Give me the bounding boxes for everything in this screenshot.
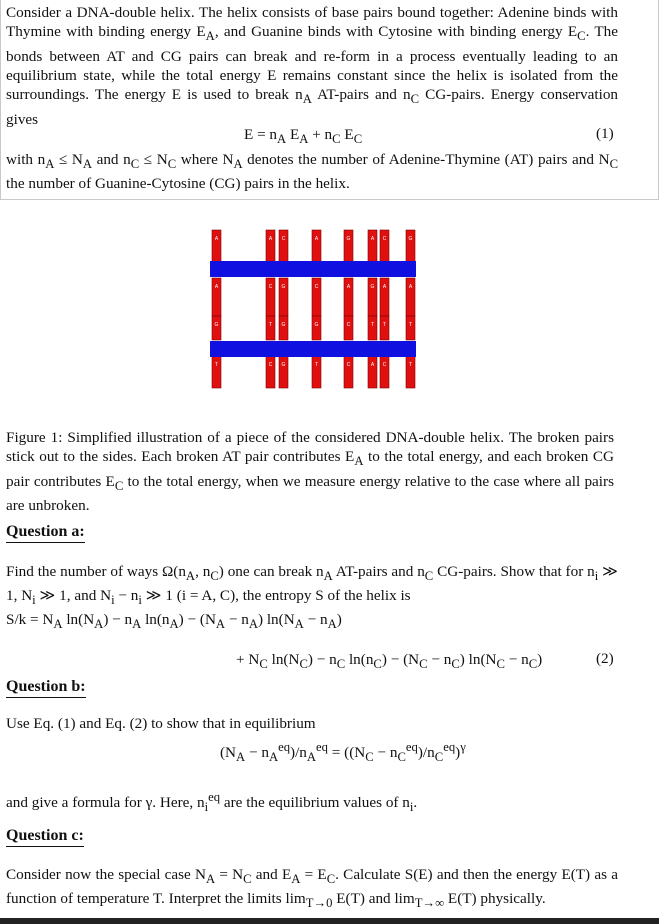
base-mid-lower-5 — [368, 316, 377, 340]
backbone-bottom — [210, 341, 416, 357]
base-label-bottom-6: C — [382, 362, 387, 368]
base-label-mid-upper-1: C — [268, 284, 273, 290]
base-bottom-3 — [312, 356, 321, 388]
base-label-mid-lower-7: T — [408, 322, 413, 328]
base-top-0 — [212, 230, 221, 262]
base-label-top-5: A — [370, 236, 375, 242]
backbone-top — [210, 261, 416, 277]
question-c-text: Consider now the special case $N_A = N_C$ and $E_A = E_C$. Calculate S(E) and then the energy E(T) as a function of temperature T. Interpret the limits $\lim_{T\to 0} E(T)$ and $\lim_{T\to\infty} E(T)$ physically. — [6, 866, 618, 911]
base-bottom-5 — [368, 356, 377, 388]
base-label-bottom-4: C — [346, 362, 351, 368]
base-label-top-2: C — [281, 236, 286, 242]
base-label-mid-lower-1: T — [268, 322, 273, 328]
base-top-7 — [406, 230, 415, 262]
base-bottom-4 — [344, 356, 353, 388]
base-label-mid-upper-3: C — [314, 284, 319, 290]
page-bottom-bar — [0, 918, 659, 924]
question-a-text: Find the number of ways $\Omega(n_A$, $n_C$) one can break $n_A$ AT-pairs and $n_C$ CG-pairs. Show that for $n_i$ ≫ 1, $N_i$ ≫ 1, and $N_i - n_i$ ≫ 1 (i = A, C), the entropy S of the helix is — [6, 563, 619, 608]
base-label-top-1: A — [268, 236, 273, 242]
equation-1-number: (1) — [596, 125, 614, 142]
base-top-2 — [279, 230, 288, 262]
base-bottom-0 — [212, 356, 221, 388]
intro-continuation: with $n_A \le N_A$ and $n_C \le N_C$ where $N_A$ denotes the number of Adenine-Thymine (AT) pairs and $N_C$ the number of Guanine-Cytosine (CG) pairs in the helix. — [6, 151, 619, 193]
base-label-mid-upper-4: A — [346, 284, 351, 290]
base-bottom-2 — [279, 356, 288, 388]
base-label-top-0: A — [214, 236, 219, 242]
base-label-mid-upper-5: G — [370, 284, 375, 290]
base-label-mid-lower-5: T — [370, 322, 375, 328]
base-label-mid-upper-2: G — [281, 284, 286, 290]
question-b-heading: Question b: — [6, 677, 86, 698]
intro-paragraph: Consider a DNA-double helix. The helix consists of base pairs bound together: Adenine binds with Thymine with binding energy $E_A$, and Guanine binds with Cytosine with binding energy $E_C$. The bonds between AT and CG pairs can break and re-form in a process eventually leading to an equilibrium state, while the total energy E remains constant since the helix is isolated from the surroundings. The energy E is used to break $n_A$ AT-pairs and $n_C$ CG-pairs. Energy conservation gives — [6, 4, 619, 128]
base-top-5 — [368, 230, 377, 262]
equation-3: $(N_A - n_A^{eq})/n_A^{eq} = ((N_C - n_C^{eq})/n_C^{eq})^\gamma$ — [220, 740, 466, 765]
base-top-4 — [344, 230, 353, 262]
base-top-3 — [312, 230, 321, 262]
figure-caption: Figure 1: Simplified illustration of a piece of the considered DNA-double helix. The broken pairs stick out to the sides. Each broken AT pair contributes $E_A$ to the total energy, and each broken CG pair contributes $E_C$ to the total energy, when we measure energy relative to the case where all pairs are unbroken. — [6, 429, 615, 514]
question-c-heading: Question c: — [6, 826, 84, 847]
base-label-top-6: C — [382, 236, 387, 242]
question-b-after: and give a formula for γ. Here, $n_i^{eq}$ are the equilibrium values of $n_i$. — [6, 790, 418, 815]
base-mid-lower-7 — [406, 316, 415, 340]
base-mid-lower-1 — [266, 316, 275, 340]
equation-2-line-1: $S/k = N_A$ $\ln(N_A) - n_A$ $\ln(n_A) - (N_A - n_A) \ln(N_A - n_A)$ — [6, 611, 342, 632]
base-bottom-6 — [380, 356, 389, 388]
base-mid-lower-4 — [344, 316, 353, 340]
base-mid-lower-3 — [312, 316, 321, 340]
base-label-mid-lower-4: C — [346, 322, 351, 328]
equation-1: $E = n_A$ $E_A + n_C$ $E_C$ — [244, 126, 363, 147]
base-label-mid-lower-3: G — [314, 322, 319, 328]
base-mid-lower-2 — [279, 316, 288, 340]
base-mid-lower-6 — [380, 316, 389, 340]
base-label-mid-upper-0: A — [214, 284, 219, 290]
base-label-mid-upper-7: A — [408, 284, 413, 290]
base-label-mid-lower-2: G — [281, 322, 286, 328]
base-label-mid-lower-6: T — [382, 322, 387, 328]
base-label-mid-lower-0: G — [214, 322, 219, 328]
base-label-bottom-5: A — [370, 362, 375, 368]
base-top-1 — [266, 230, 275, 262]
dna-helix-figure — [208, 226, 420, 392]
base-label-top-4: G — [346, 236, 351, 242]
base-label-bottom-0: T — [214, 362, 219, 368]
base-bottom-7 — [406, 356, 415, 388]
base-label-mid-upper-6: A — [382, 284, 387, 290]
base-label-bottom-7: T — [408, 362, 413, 368]
equation-2-line-2: + $N_C$ $\ln(N_C) - n_C$ $\ln(n_C) - (N_C - n_C) \ln(N_C - n_C)$ — [236, 651, 543, 672]
equation-2-number: (2) — [596, 650, 614, 667]
base-label-bottom-3: T — [314, 362, 319, 368]
base-label-bottom-1: C — [268, 362, 273, 368]
base-mid-lower-0 — [212, 316, 221, 340]
base-top-6 — [380, 230, 389, 262]
base-label-top-7: G — [408, 236, 413, 242]
question-b-text: Use Eq. (1) and Eq. (2) to show that in equilibrium — [6, 715, 316, 732]
base-bottom-1 — [266, 356, 275, 388]
base-label-top-3: A — [314, 236, 319, 242]
base-label-bottom-2: G — [281, 362, 286, 368]
question-a-heading: Question a: — [6, 522, 85, 543]
